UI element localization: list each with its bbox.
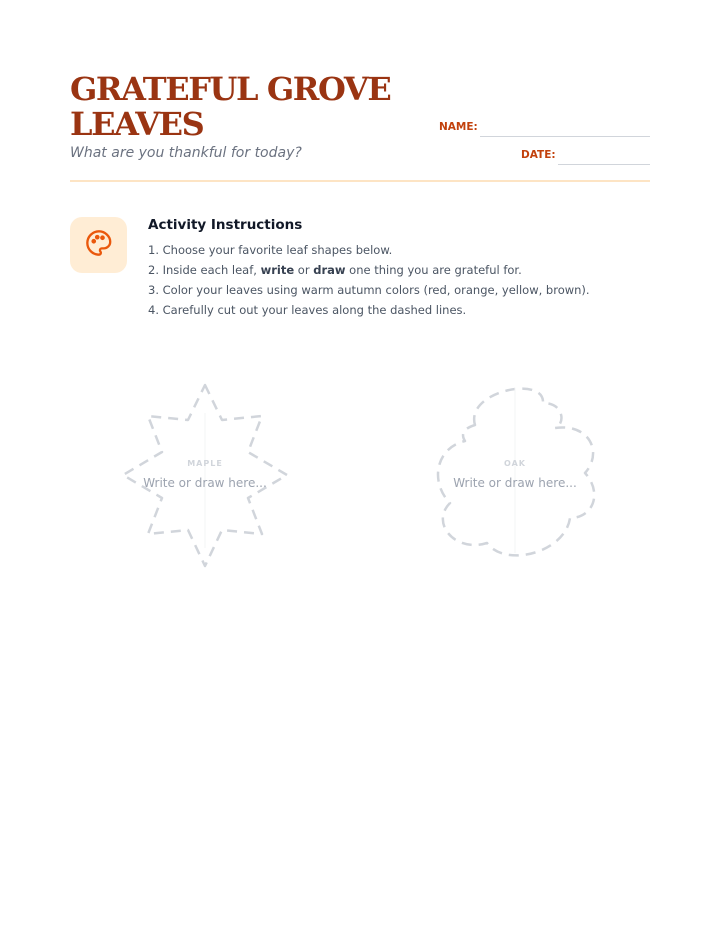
header-divider (70, 180, 650, 182)
maple-leaf-cutout[interactable] (115, 383, 295, 573)
date-field[interactable] (558, 164, 650, 165)
worksheet-subtitle: What are you thankful for today? (70, 145, 302, 161)
date-label: DATE: (521, 149, 556, 161)
oak-leaf-cutout[interactable] (425, 383, 605, 573)
name-field[interactable] (480, 136, 650, 137)
maple-label: MAPLE (187, 459, 223, 468)
instruction-step-2: 2. Inside each leaf, write or draw one thing you are grateful for. (148, 263, 522, 277)
instructions-icon-box (70, 217, 127, 273)
oak-label: OAK (504, 459, 526, 468)
instruction-step-4: 4. Carefully cut out your leaves along the dashed lines. (148, 303, 467, 317)
maple-prompt: Write or draw here... (143, 476, 267, 490)
worksheet-title: GRATEFUL GROVE LEAVES (70, 70, 391, 143)
name-label: NAME: (439, 121, 478, 133)
oak-prompt: Write or draw here... (453, 476, 577, 490)
instruction-step-3: 3. Color your leaves using warm autumn colors (red, orange, yellow, brown). (148, 283, 590, 297)
instruction-step-1: 1. Choose your favorite leaf shapes below. (148, 243, 393, 257)
palette-icon (85, 229, 113, 261)
instructions-title: Activity Instructions (148, 217, 303, 233)
instructions-list (148, 240, 590, 320)
